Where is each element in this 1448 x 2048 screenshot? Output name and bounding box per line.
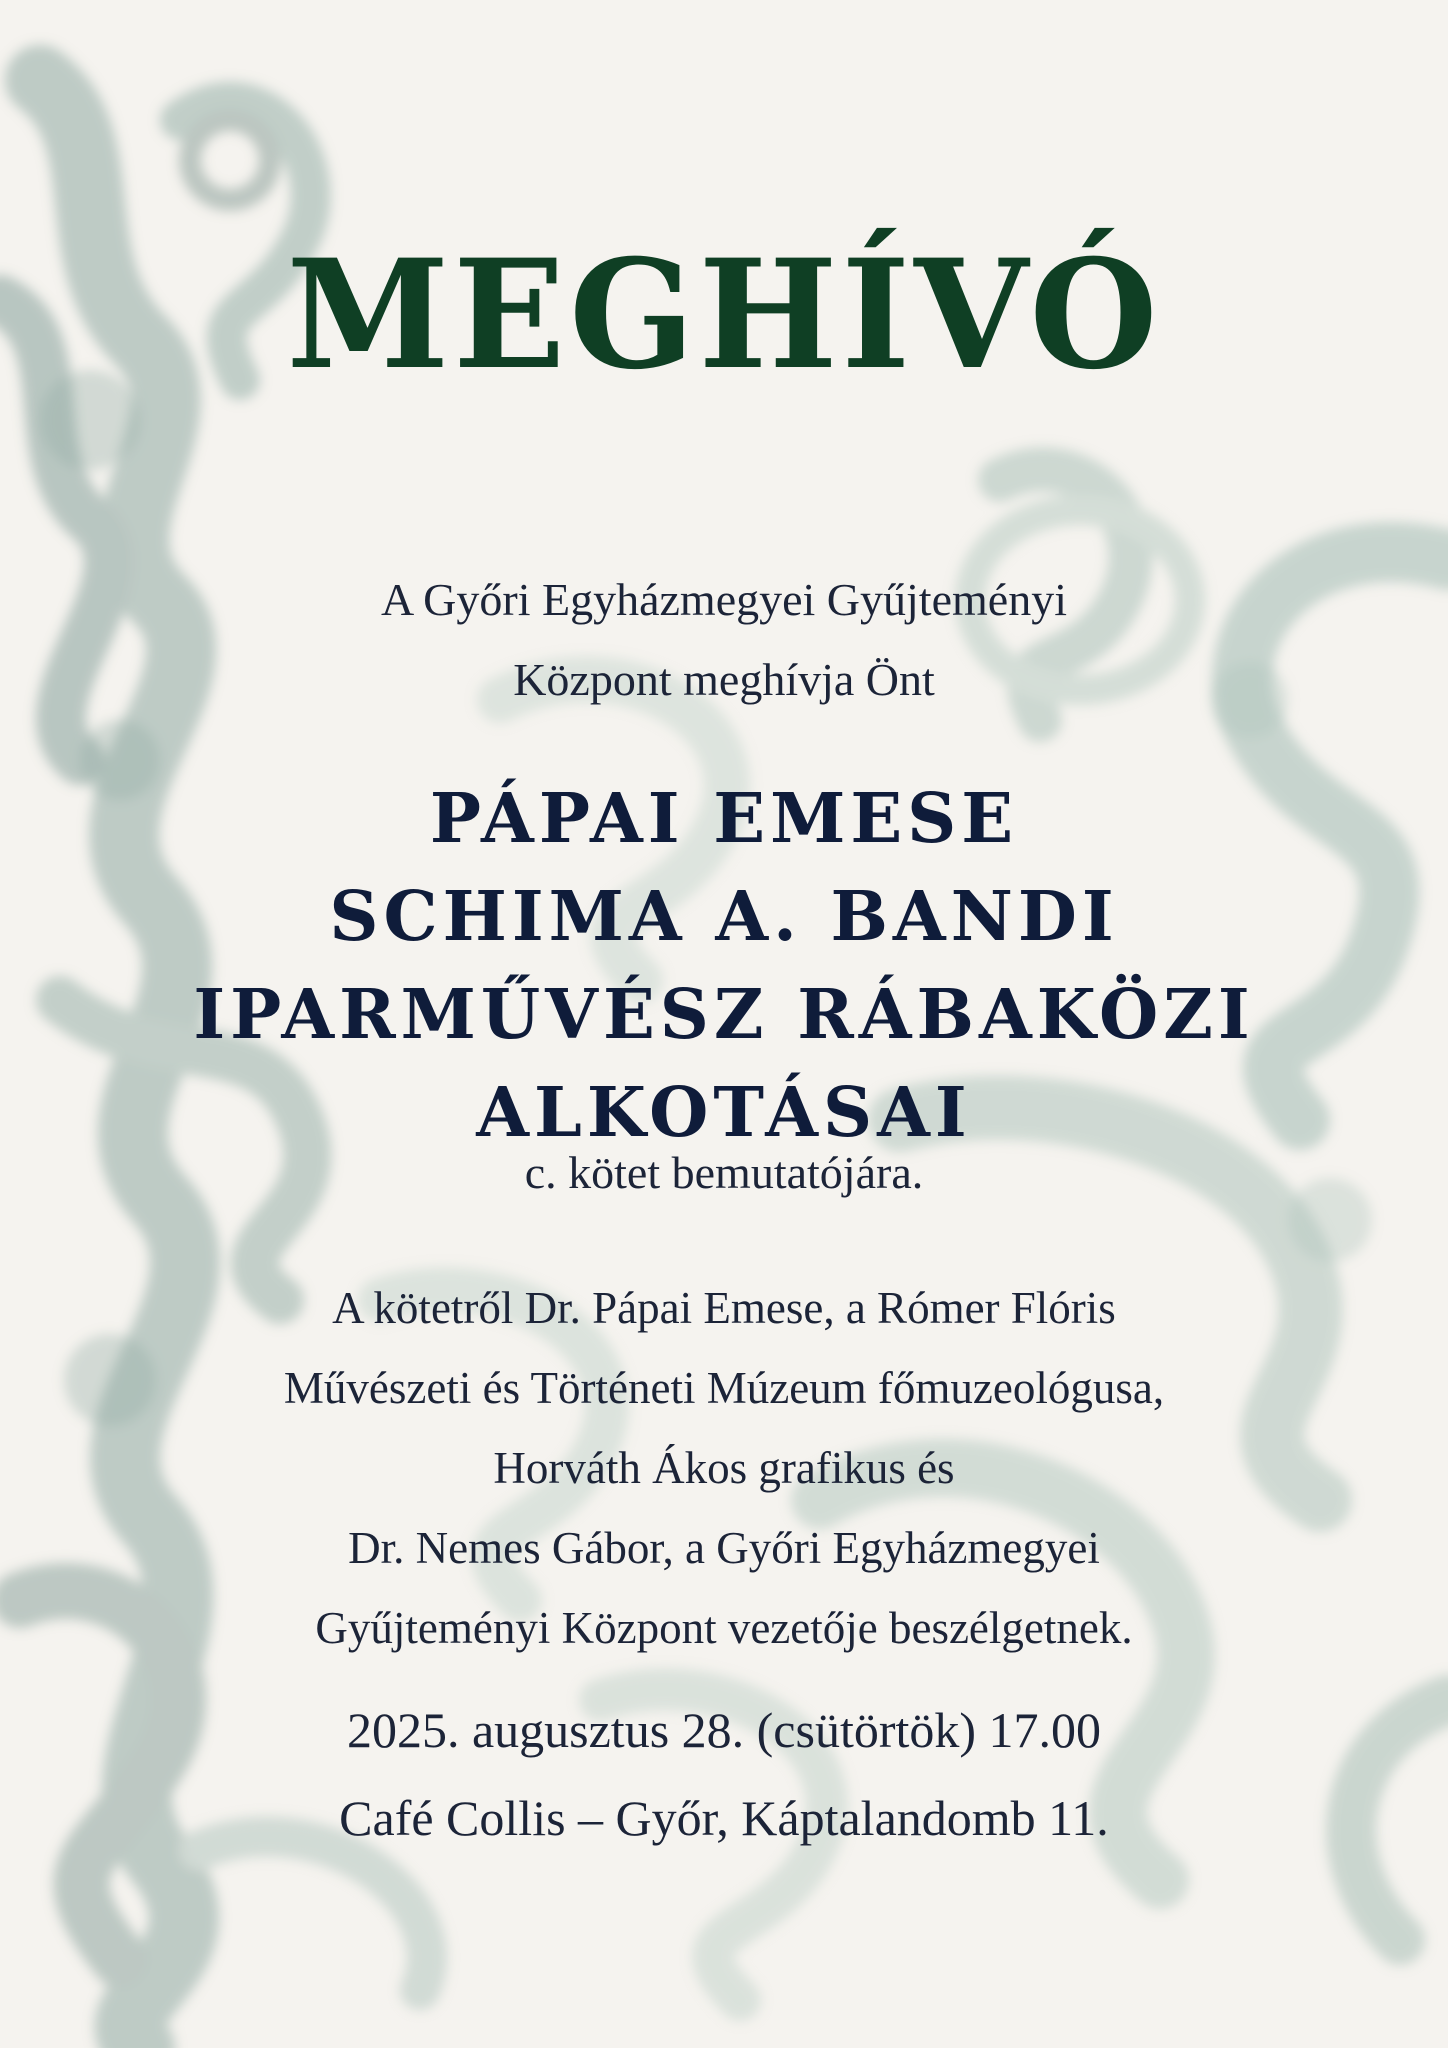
speakers-text <box>0 1268 1448 1668</box>
speakers-line: Dr. Nemes Gábor, a Győri Egyházmegyei <box>348 1523 1100 1573</box>
speakers-line: Gyűjteményi Központ vezetője beszélgetnek. <box>315 1603 1133 1653</box>
event-datetime: 2025. augusztus 28. (csütörtök) 17.00 <box>346 1702 1102 1758</box>
intro-line: A Győri Egyházmegyei Gyűjteményi <box>380 574 1067 625</box>
speakers-line: Művészeti és Történeti Múzeum főmuzeológusa, <box>283 1363 1165 1413</box>
speakers-line: A kötetről Dr. Pápai Emese, a Rómer Flóris <box>332 1283 1116 1333</box>
book-title-line: SCHIMA A. BANDI <box>329 877 1119 957</box>
intro-text <box>0 560 1448 720</box>
book-title-line: PÁPAI EMESE <box>429 779 1019 859</box>
invitation-title: MEGHÍVÓ <box>286 227 1162 403</box>
event-details <box>0 1686 1448 1862</box>
intro-line: Központ meghívja Önt <box>513 654 935 705</box>
subtitle-text: c. kötet bemutatójára. <box>524 1147 924 1198</box>
book-title <box>0 770 1448 1162</box>
book-title-line: IPARMŰVÉSZ RÁBAKÖZI <box>193 975 1255 1055</box>
event-location: Café Collis – Győr, Káptalandomb 11. <box>339 1790 1109 1846</box>
book-title-line: ALKOTÁSAI <box>476 1073 972 1153</box>
speakers-line: Horváth Ákos grafikus és <box>493 1443 955 1493</box>
